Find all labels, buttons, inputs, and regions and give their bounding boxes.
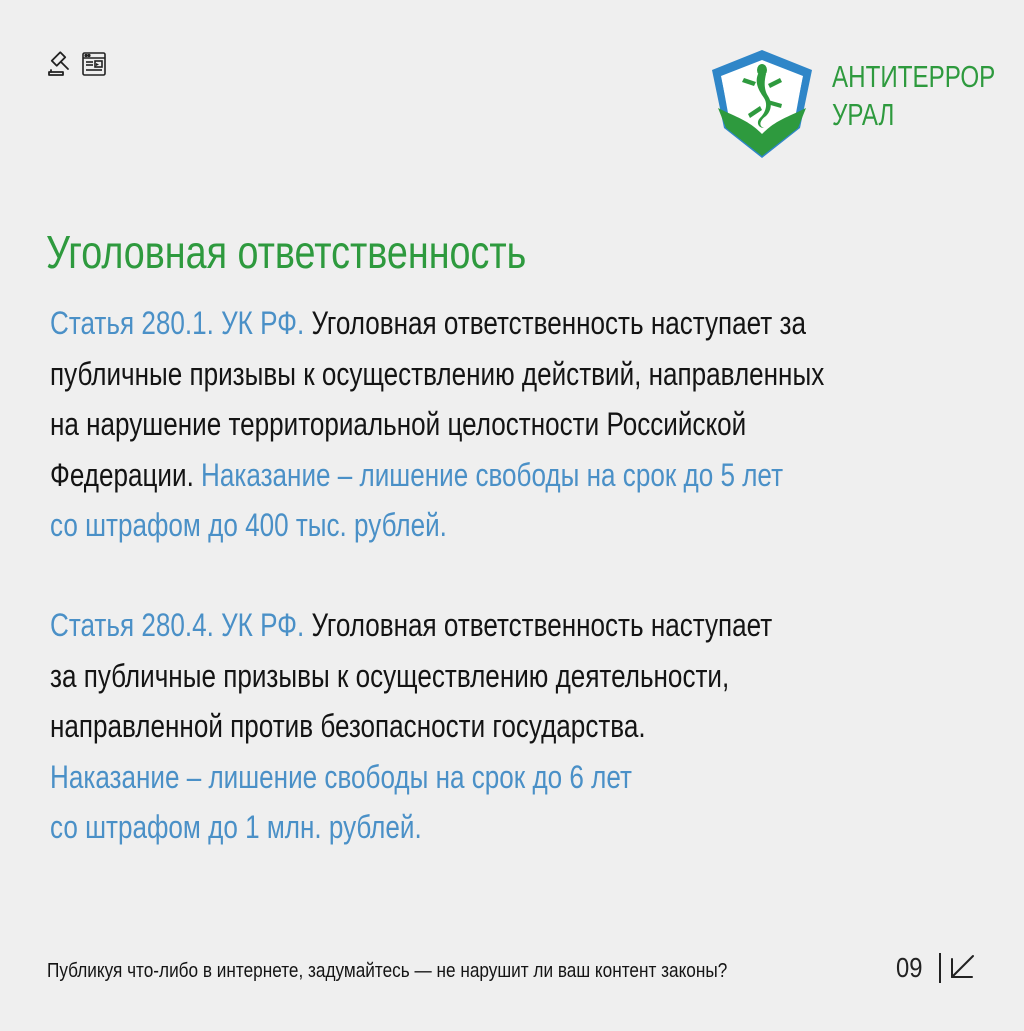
article-1	[50, 298, 898, 551]
gavel-icon	[46, 50, 74, 78]
article-1-ref: Статья 280.1. УК РФ.	[50, 305, 305, 341]
page-separator	[939, 953, 941, 983]
article-2-penalty-line-1: Наказание – лишение свободы на срок до 6 лет	[50, 758, 632, 795]
logo-line-2: УРАЛ	[832, 97, 895, 132]
article-1-penalty-line-2: со штрафом до 400 тыс. рублей.	[50, 507, 447, 543]
article-1-body-line-3: на нарушение территориальной целостности Российской	[50, 406, 747, 442]
article-1-penalty-line-1: Наказание – лишение свободы на срок до 5 лет	[193, 456, 784, 493]
article-1-body-line-4: Федерации.	[50, 456, 194, 493]
article-2-body-line-2: за публичные призывы к осуществлению деятельности,	[50, 657, 730, 694]
article-2-penalty-line-2: со штрафом до 1 млн. рублей.	[50, 809, 422, 845]
lizard-shield-icon	[708, 48, 816, 160]
arrow-down-left-icon	[948, 953, 976, 986]
logo	[708, 48, 996, 160]
page-number: 09	[896, 952, 923, 983]
page-title: Уголовная ответственность	[46, 226, 527, 278]
article-2-body-line-1: Уголовная ответственность наступает	[304, 607, 773, 643]
web-content-icon	[80, 50, 108, 78]
header-icons	[46, 50, 108, 78]
logo-line-1: АНТИТЕРРОР	[832, 59, 996, 94]
article-1-body-line-1: Уголовная ответственность наступает за	[304, 305, 806, 341]
footer-text: Публикуя что-либо в интернете, задумайтесь — не нарушит ли ваш контент законы?	[47, 960, 728, 982]
article-2	[50, 600, 898, 853]
article-2-body-line-3: направленной против безопасности государства.	[50, 708, 646, 744]
article-1-body-line-2: публичные призывы к осуществлению действий, направленных	[50, 355, 825, 392]
article-2-ref: Статья 280.4. УК РФ.	[50, 607, 305, 643]
